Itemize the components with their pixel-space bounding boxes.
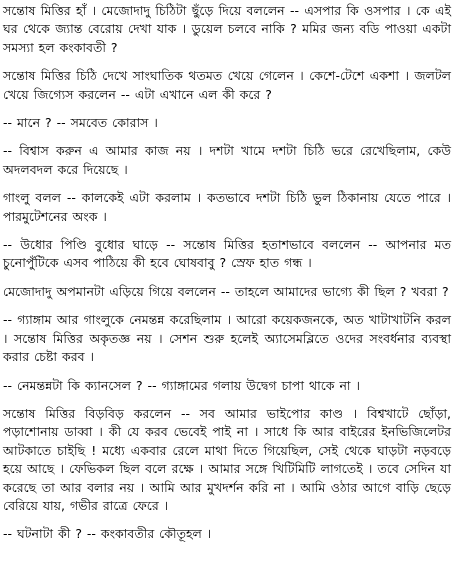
paragraph-7: মেজোদাদু অপমানটা এড়িয়ে গিয়ে বললেন -- তাহলে আমাদের ভাগ্যে কী ছিল ? খবরা ? <box>3 283 449 299</box>
paragraph-10: সন্তোষ মিত্তির বিড়বিড় করলেন -- সব আমার ভাইপোর কাণ্ড । বিশ্বখাটে ছোঁড়া, পড়াশোনায় ডাব্বা । কী যে করব ভেবেই পাই না । সাধে কি আর বাইরের ইনভিজিলেটর আটকাতে চাইছি ! মধ্যে একবার রেলে মাথা দিতে গিয়েছিল, সেই থেকে ঘাড়টা নড়বড়ে হয়ে আছে । ফেভিকল ছিল বলে রক্ষে । আমার সঙ্গে খিটিমিটি লাগতেই । তবে সেদিন যা করেছে তা আর বলার নয় । আমি আর মুখদর্শন করি না । আমি ওঠার আগে বাড়ি ছেড়ে বেরিয়ে যায়, গভীর রাত্রে ফেরে । <box>3 405 451 513</box>
paragraph-9: -- নেমন্তন্নটা কি ক্যানসেল ? -- গ্যাঙ্গামের গলায় উদ্বেগ চাপা থাকে না । <box>3 377 360 393</box>
paragraph-3: -- মানে ? -- সমবেত কোরাস । <box>3 115 158 131</box>
paragraph-4: -- বিশ্বাস করুন এ আমার কাজ নয় । দশটা খামে দশটা চিঠি ভরে রেখেছিলাম, কেউ অদলবদল করে দিয়েছে । <box>3 143 451 177</box>
paragraph-2: সন্তোষ মিত্তির চিঠি দেখে সাংঘাতিক থতমত খেয়ে গেলেন । কেশে-টেশে একশা । জলটল খেয়ে জিগ্যেস করলেন -- এটা এখানে এল কী করে ? <box>3 68 451 102</box>
paragraph-1: সন্তোষ মিত্তির হাঁ । মেজোদাদু চিঠিটা ছুঁড়ে দিয়ে বললেন -- এসপার কি ওসপার । কে এই ঘর থেকে জ্যান্ত বেরোয় দেখা যাক । ডুয়েল চলবে নাকি ? মমির জন্য বডি পাওয়া একটা সমস্যা হল কংকাবতী ? <box>3 3 452 55</box>
paragraph-6: -- উধোর পিণ্ডি বুধোর ঘাড়ে -- সন্তোষ মিত্তির হতাশভাবে বললেন -- আপনার মত চুনোপুঁটিকে এসব পাঠিয়ে কী হবে ঘোষবাবু ? স্রেফ হাত গন্ধ । <box>3 237 451 271</box>
paragraph-11: -- ঘটনাটা কী ? -- কংকাবতীর কৌতূহল । <box>3 526 212 542</box>
paragraph-8: -- গ্যাঙ্গাম আর গাংলুকে নেমন্তন্ন করেছিলাম । আরো কয়েকজনকে, অত খাটাখাটনি করল । সন্তোষ মিত্তির অকৃতজ্ঞ নয় । সেশন শুরু হলেই অ্যাসেমব্লিতে ওদের সংবর্ধনার ব্যবস্থা করার চেষ্টা করব । <box>3 312 451 365</box>
paragraph-5: গাংলু বলল -- কালকেই এটা করলাম । কতভাবে দশটা চিঠি ভুল ঠিকানায় যেতে পারে । পারমুটেশনের অংক । <box>3 190 451 224</box>
